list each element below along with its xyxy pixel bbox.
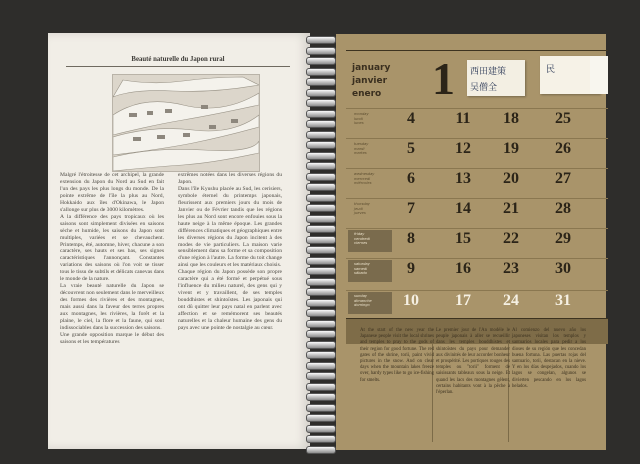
day-label-text: sábado — [354, 271, 368, 275]
day-label-text: sunday — [354, 294, 368, 298]
day-label-text: dimanche — [354, 298, 372, 303]
footer-english: At the start of the new year the Japanese people visit the local shrines and temples to pray to the gods of their region for good fortune. The red gates of the shrine, torii, paint vivid pictures in the snow. And on clear days when the mountain lakes freeze over, hardy types like to go ice-fishing for smelts. — [360, 328, 435, 383]
spiral-loop — [306, 341, 336, 349]
spiral-loop — [306, 320, 336, 328]
calendar-day: 18 — [503, 110, 519, 127]
spiral-loop — [306, 330, 336, 338]
calendar-day: 26 — [555, 140, 571, 157]
spiral-loop — [306, 393, 336, 401]
spiral-loop — [306, 267, 336, 275]
spiral-loop — [306, 288, 336, 296]
day-label-text: lundi — [354, 116, 363, 121]
day-label-text: domingo — [354, 303, 370, 307]
spiral-binding — [300, 28, 340, 456]
spiral-loop — [306, 99, 336, 107]
day-label-text: wednesday — [354, 172, 375, 176]
calendar-day: 10 — [403, 292, 419, 309]
spiral-loop — [306, 152, 336, 160]
calendar-day: 11 — [455, 110, 471, 127]
day-label — [354, 232, 390, 246]
day-label-text: friday — [354, 232, 365, 236]
day-label-text: thursday — [354, 202, 370, 206]
handwriting-3: 吴僧全 — [470, 83, 498, 93]
spiral-loop — [306, 299, 336, 307]
article-column-2: extrêmes notées dans les diverses régions du Japon. Dans l'île Kyushu placée au Sud, les cerisiers, symbole éternel du printemps japonais, fleurissent aux premiers jours du mois de Janvier ou de Février tandis que les régions les plus au Nord sont encore enfouies sous la haute neige à la même époque. Les grandes différences climatiques et géographiques entre les diverses régions du Japon incitent à des modes de vie particuliers. La maison varie sensiblement dans sa forme et sa composition d'une région à l'autre. La forme du toit change ainsi que les couleurs et les matériaux choisis. Chaque région du Japon possède son propre caractère qui a été formé et perpétué sous l'influence du milieu naturel, des gens qui y vivent et y travaillent, de ses temples bouddhistes et shintoïstes. Les japonais qui ont dû quitter leur pays natal en parlent avec affection et se remémorent ses beautés naturelles et la chaleur humaine des gens du pays avec une pointe de nostalgie au cœur. — [178, 172, 282, 331]
calendar-day: 16 — [455, 260, 471, 277]
spiral-loop — [306, 414, 336, 422]
spiral-loop — [306, 183, 336, 191]
calendar-day: 24 — [503, 292, 519, 309]
calendar-day: 7 — [407, 200, 415, 217]
spiral-loop — [306, 446, 336, 454]
day-label-text: tuesday — [354, 142, 369, 146]
spiral-loop — [306, 89, 336, 97]
day-label-text: samedi — [354, 266, 368, 271]
footer-spanish: Al comienzo del nuevo año los japoneses visitan los templos y santuarios locales para pedir a los dioses de su región que les concedan buena fortuna. Las puertas rojas del santuario, torii, destacan en la nieve. Y en los días despejados, cuando los lagos se congelan, algunos se divierten pescando en los lagos helados. — [512, 328, 586, 389]
footer-french: Le premier jour de l'An modèle le peuple japonais à aller se recueillir dans les temples bouddhistes et shintoïstes du pays pour demander aux divinités de leur accorder bonheur et prospérité. Les portiques rouges des temples ou "torii" forment de saisissants tableaux sous la neige. Et quand les lacs des montagnes gèlent, certains habitants vont à la pêche à l'éperlan. — [436, 328, 510, 396]
calendar-day: 6 — [407, 170, 415, 187]
month-french: janvier — [352, 76, 388, 86]
calendar-day: 14 — [455, 200, 471, 217]
spiral-loop — [306, 173, 336, 181]
spiral-loop — [306, 131, 336, 139]
month-english: january — [352, 63, 391, 73]
handwriting-2: 民 — [546, 65, 556, 75]
spiral-loop — [306, 225, 336, 233]
month-spanish: enero — [352, 89, 382, 99]
calendar-day: 13 — [455, 170, 471, 187]
rice-field-photo — [112, 74, 260, 172]
day-label-text: jeudi — [354, 206, 363, 211]
calendar-day: 30 — [555, 260, 571, 277]
day-label — [354, 294, 390, 308]
spiral-loop — [306, 47, 336, 55]
calendar-day: 22 — [503, 230, 519, 247]
calendar-day: 8 — [407, 230, 415, 247]
spiral-loop — [306, 236, 336, 244]
day-label-text: vendredi — [354, 236, 370, 241]
day-label-text: mardi — [354, 146, 365, 151]
spiral-loop — [306, 351, 336, 359]
spiral-loop — [306, 110, 336, 118]
calendar-day: 9 — [407, 260, 415, 277]
page-title: Beauté naturelle du Japon rural — [131, 56, 225, 63]
day-label — [354, 262, 390, 276]
day-label-text: miércoles — [354, 181, 372, 185]
calendar-day: 17 — [455, 292, 471, 309]
day-label-text: mercredi — [354, 176, 371, 181]
calendar-day: 28 — [555, 200, 571, 217]
spiral-loop — [306, 278, 336, 286]
handwriting-1: 西田建策 — [470, 67, 507, 77]
day-label — [354, 112, 390, 126]
spiral-loop — [306, 204, 336, 212]
spiral-loop — [306, 78, 336, 86]
day-label — [354, 142, 390, 156]
top-rule — [346, 50, 608, 51]
calendar-day: 23 — [503, 260, 519, 277]
calendar-day: 4 — [407, 110, 415, 127]
calendar-day: 21 — [503, 200, 519, 217]
spiral-loop — [306, 309, 336, 317]
spiral-loop — [306, 162, 336, 170]
day-label-text: monday — [354, 112, 369, 116]
calendar-day: 20 — [503, 170, 519, 187]
spiral-loop — [306, 435, 336, 443]
day-label-text: viernes — [354, 241, 368, 245]
calendar-day: 29 — [555, 230, 571, 247]
spiral-loop — [306, 68, 336, 76]
month-number: 1 — [432, 53, 455, 104]
spiral-loop — [306, 246, 336, 254]
spiral-loop — [306, 383, 336, 391]
calendar-day: 5 — [407, 140, 415, 157]
spiral-loop — [306, 194, 336, 202]
sticker — [590, 56, 608, 94]
spiral-loop — [306, 57, 336, 65]
spiral-loop — [306, 215, 336, 223]
calendar-day: 25 — [555, 110, 571, 127]
day-label — [354, 202, 390, 216]
spiral-loop — [306, 120, 336, 128]
calendar-day: 27 — [555, 170, 571, 187]
article-column-1: Malgré l'étroitesse de cet archipel, la grande extension du Japon du Nord au Sud en fait l'un des pays les plus longs du monde. De la pointe extrême de l'île la plus au Nord, Hokkaido aux îles d'Okinawa, le Japon s'allonge sur plus de 3000 kilomètres. A la différence des pays tropicaux où les saisons sont simplement divisées en saisons sèche et humide, les saisons du Japon sont multiples, variées et se chevauchent. Printemps, été, automne, hiver, chacune a son caractère, ses hauts et ses bas, ses signes caractéristiques l'annonçant. Constantes variations des saisons où l'on voit se tisser tous le tissu de subtils et délicats canevas dans le monde de la nature. La vraie beauté naturelle du Japon se découvrent non seulement dans le merveilleux des formes des rivières et des montagnes, mais aussi dans la faveur des terres propres aux montagnes, les rivières, la forêt et la plaine, le ciel, la flore et la faune, qui sont indissociables dans la succession des saisons. Une grande opposition marque le début des saisons et les températures — [60, 172, 164, 345]
spiral-loop — [306, 141, 336, 149]
calendar-day: 15 — [455, 230, 471, 247]
calendar-day: 31 — [555, 292, 571, 309]
day-label-text: jueves — [354, 211, 366, 215]
footer-rule — [346, 318, 608, 319]
spiral-loop — [306, 36, 336, 44]
spiral-loop — [306, 257, 336, 265]
spiral-loop — [306, 372, 336, 380]
day-label-text: saturday — [354, 262, 370, 266]
spiral-loop — [306, 404, 336, 412]
day-label — [354, 172, 390, 186]
title-rule — [66, 66, 290, 67]
day-label-text: martes — [354, 151, 367, 155]
calendar-day: 12 — [455, 140, 471, 157]
day-label-text: lunes — [354, 121, 364, 125]
spiral-loop — [306, 425, 336, 433]
calendar-day: 19 — [503, 140, 519, 157]
spiral-loop — [306, 362, 336, 370]
